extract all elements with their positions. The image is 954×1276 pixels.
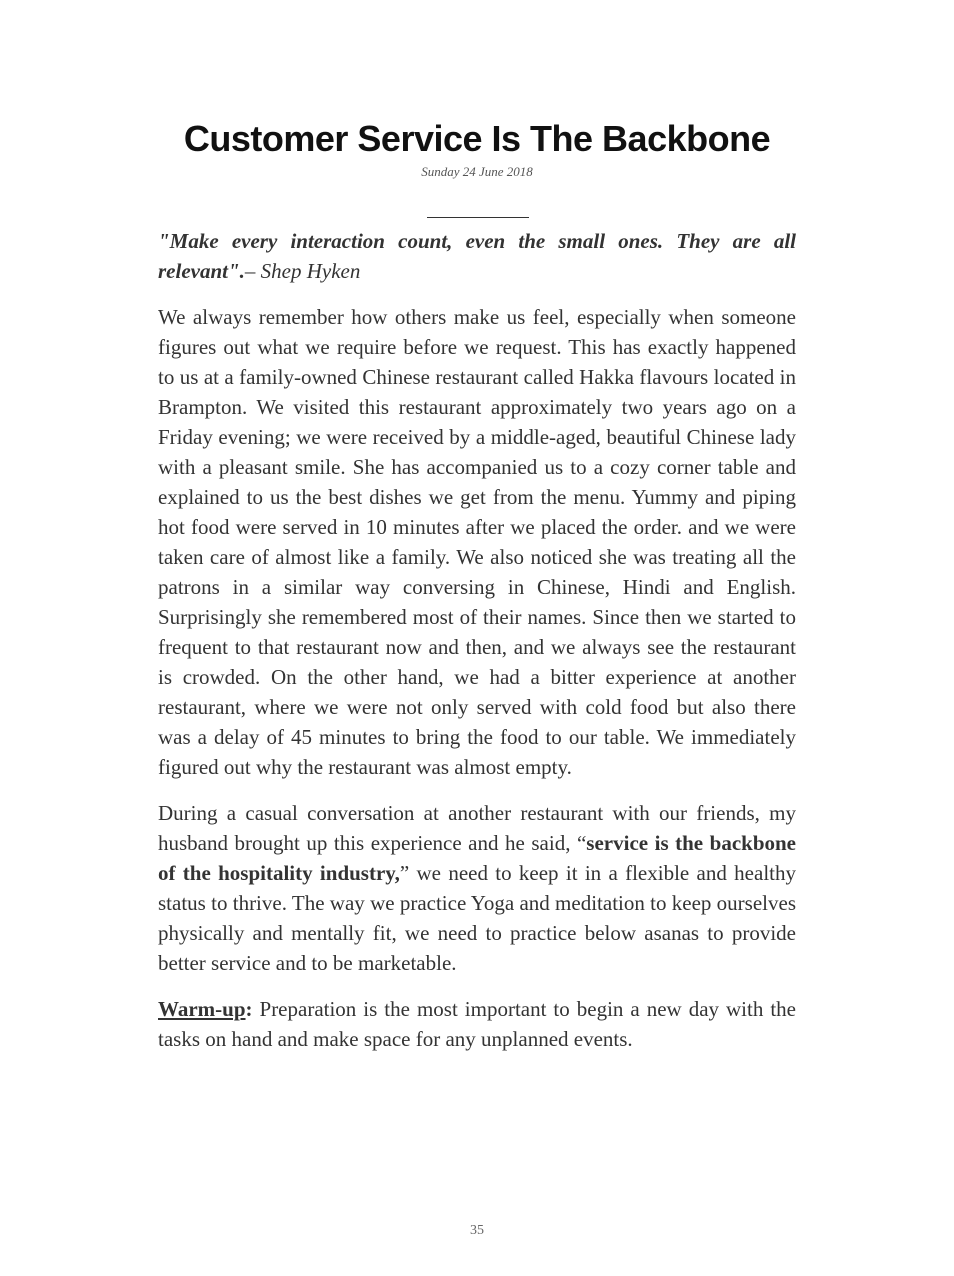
publish-date: Sunday 24 June 2018	[421, 164, 533, 179]
paragraph-restaurant-story: We always remember how others make us feel, especially when someone figures out what we require before we request. This has exactly happened to us at a family-owned Chinese restaurant called Hakka flavours located in Brampton. We visited this restaurant approximately two years ago on a Friday evening; we were received by a middle-aged, beautiful Chinese lady with a pleasant smile. She has accompanied us to a cozy corner table and explained to us the best dishes we get from the menu. Yummy and piping hot food were served in 10 minutes after we placed the order. and we were taken care of almost like a family. We also noticed she was treating all the patrons in a similar way conversing in Chinese, Hindi and English. Surprisingly she remembered most of their names. Since then we started to frequent to that restaurant now and then, and we always see the restaurant is crowded. On the other hand, we had a bitter experience at another restaurant, where we were not only served with cold food but also there was a delay of 45 minutes to bring the food to our table. We immediately figured out why the restaurant was almost empty.	[158, 305, 796, 779]
quote-text: "Make every interaction count, even the small ones. They are all relevant".	[158, 229, 796, 283]
paragraph-conversation-end: ” we need to keep it in a flexible and healthy status to thrive. The way we practice Yoga and meditation to keep ourselves physically and mentally fit, we need to practice below asanas to provide better service and to be marketable.	[158, 861, 796, 975]
page-number: 35	[470, 1223, 484, 1238]
page-title: Customer Service Is The Backbone	[183, 118, 771, 159]
paragraph-warm-up	[158, 994, 796, 1054]
backbone-quote: service is the backbone of the hospitality industry,	[158, 831, 797, 885]
title-divider	[427, 217, 529, 218]
warm-up-text: Preparation is the most important to begin a new day with the tasks on hand and make space for any unplanned events.	[158, 997, 796, 1051]
quote-author: – Shep Hyken	[244, 259, 361, 283]
paragraph-conversation	[158, 798, 796, 978]
paragraph-conversation-start: During a casual conversation at another restaurant with our friends, my husband brought up this experience and he said, “	[158, 801, 796, 855]
warm-up-colon: :	[245, 997, 253, 1021]
warm-up-label: Warm-up	[158, 997, 246, 1021]
opening-quote	[158, 226, 796, 286]
article-body	[158, 226, 796, 1070]
